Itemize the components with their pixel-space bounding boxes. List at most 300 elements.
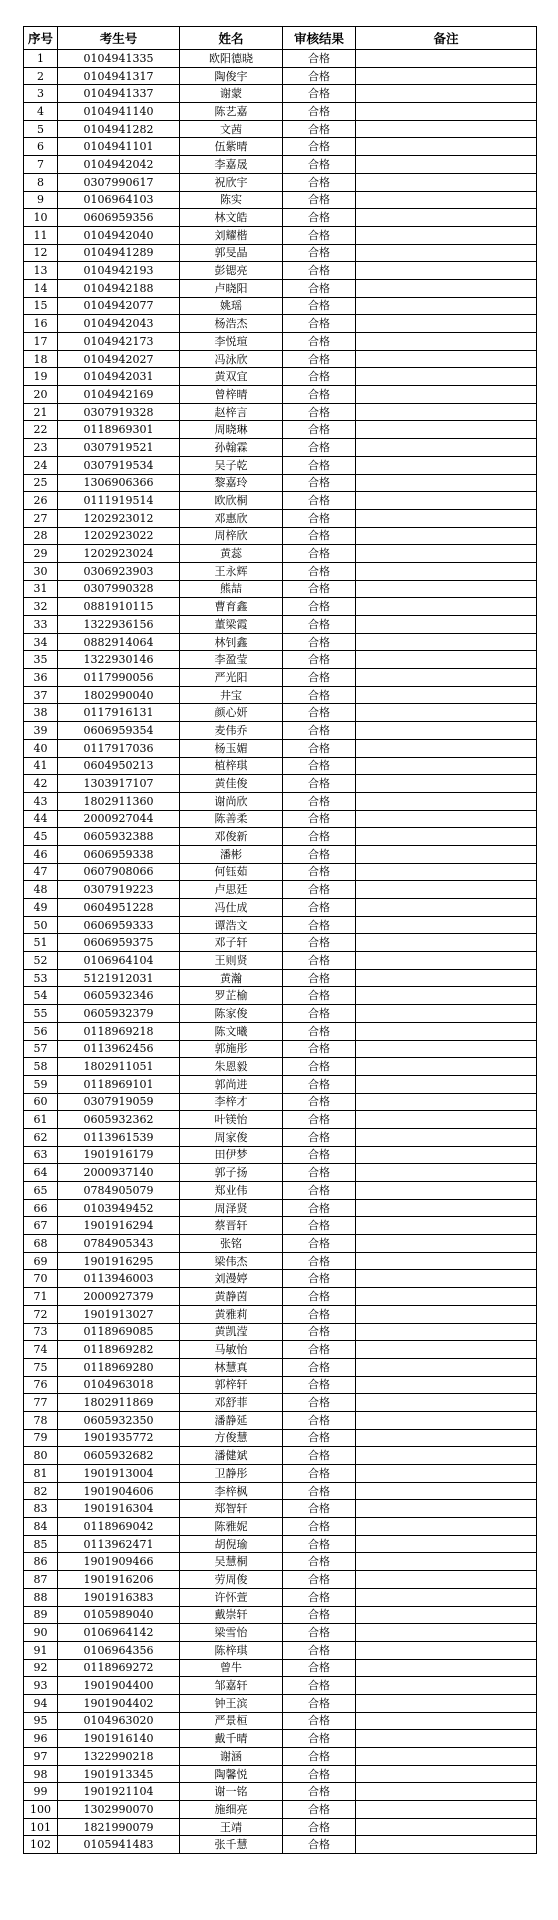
cell-exam-number: 1202923022: [58, 527, 180, 545]
table-row: [24, 1022, 537, 1040]
cell-name: 郑业伟: [180, 1182, 283, 1200]
table-row: [24, 1641, 537, 1659]
cell-exam-number: 0606959333: [58, 916, 180, 934]
cell-name: 颜心妍: [180, 704, 283, 722]
cell-seq: 12: [24, 244, 58, 262]
table-row: [24, 1164, 537, 1182]
cell-seq: 57: [24, 1040, 58, 1058]
table-row: [24, 138, 537, 156]
cell-remarks: [356, 1305, 537, 1323]
cell-seq: 66: [24, 1199, 58, 1217]
table-row: [24, 509, 537, 527]
cell-seq: 52: [24, 952, 58, 970]
cell-exam-number: 0307919521: [58, 439, 180, 457]
cell-review-result: 合格: [283, 845, 356, 863]
cell-seq: 2: [24, 67, 58, 85]
table-row: [24, 1518, 537, 1536]
table-row: [24, 916, 537, 934]
cell-review-result: 合格: [283, 775, 356, 793]
table-row: [24, 1075, 537, 1093]
cell-exam-number: 1802911360: [58, 792, 180, 810]
cell-remarks: [356, 704, 537, 722]
cell-review-result: 合格: [283, 50, 356, 68]
cell-name: 冯泳欣: [180, 350, 283, 368]
cell-review-result: 合格: [283, 1801, 356, 1819]
cell-name: 潘静延: [180, 1411, 283, 1429]
table-row: [24, 439, 537, 457]
cell-exam-number: 0113961539: [58, 1128, 180, 1146]
cell-review-result: 合格: [283, 244, 356, 262]
cell-seq: 53: [24, 969, 58, 987]
cell-review-result: 合格: [283, 1836, 356, 1854]
cell-review-result: 合格: [283, 421, 356, 439]
table-row: [24, 775, 537, 793]
cell-review-result: 合格: [283, 1093, 356, 1111]
cell-remarks: [356, 810, 537, 828]
cell-remarks: [356, 1093, 537, 1111]
cell-remarks: [356, 1694, 537, 1712]
cell-review-result: 合格: [283, 1588, 356, 1606]
cell-review-result: 合格: [283, 156, 356, 174]
cell-seq: 88: [24, 1588, 58, 1606]
table-row: [24, 67, 537, 85]
table-row: [24, 987, 537, 1005]
cell-seq: 30: [24, 562, 58, 580]
cell-remarks: [356, 1465, 537, 1483]
cell-remarks: [356, 1164, 537, 1182]
cell-name: 彭锶亮: [180, 262, 283, 280]
cell-exam-number: 0104942173: [58, 333, 180, 351]
cell-exam-number: 1901916295: [58, 1252, 180, 1270]
cell-exam-number: 2000927044: [58, 810, 180, 828]
cell-review-result: 合格: [283, 580, 356, 598]
table-header-row: [24, 27, 537, 50]
cell-review-result: 合格: [283, 509, 356, 527]
cell-remarks: [356, 1429, 537, 1447]
cell-exam-number: 1901916206: [58, 1571, 180, 1589]
table-row: [24, 562, 537, 580]
cell-remarks: [356, 1748, 537, 1766]
cell-review-result: 合格: [283, 1500, 356, 1518]
cell-exam-number: 0104963018: [58, 1376, 180, 1394]
cell-exam-number: 0606959354: [58, 722, 180, 740]
cell-exam-number: 0104942027: [58, 350, 180, 368]
cell-seq: 92: [24, 1659, 58, 1677]
cell-remarks: [356, 50, 537, 68]
cell-review-result: 合格: [283, 403, 356, 421]
cell-seq: 27: [24, 509, 58, 527]
cell-seq: 90: [24, 1624, 58, 1642]
cell-exam-number: 0104941317: [58, 67, 180, 85]
cell-remarks: [356, 580, 537, 598]
cell-seq: 87: [24, 1571, 58, 1589]
cell-seq: 97: [24, 1748, 58, 1766]
cell-name: 朱恩毅: [180, 1058, 283, 1076]
cell-remarks: [356, 1040, 537, 1058]
cell-seq: 95: [24, 1712, 58, 1730]
table-row: [24, 1411, 537, 1429]
cell-review-result: 合格: [283, 1164, 356, 1182]
cell-remarks: [356, 173, 537, 191]
table-row: [24, 704, 537, 722]
cell-exam-number: 0103949452: [58, 1199, 180, 1217]
cell-name: 罗芷榆: [180, 987, 283, 1005]
cell-exam-number: 0307990617: [58, 173, 180, 191]
cell-name: 周家俊: [180, 1128, 283, 1146]
table-row: [24, 1252, 537, 1270]
cell-remarks: [356, 669, 537, 687]
cell-remarks: [356, 1641, 537, 1659]
table-row: [24, 810, 537, 828]
cell-name: 陈雅妮: [180, 1518, 283, 1536]
cell-name: 邓俊新: [180, 828, 283, 846]
table-row: [24, 1783, 537, 1801]
cell-remarks: [356, 156, 537, 174]
cell-name: 欧阳德晓: [180, 50, 283, 68]
cell-seq: 41: [24, 757, 58, 775]
cell-exam-number: 1901916383: [58, 1588, 180, 1606]
cell-exam-number: 0605932346: [58, 987, 180, 1005]
table-row: [24, 881, 537, 899]
cell-name: 陶俊宇: [180, 67, 283, 85]
table-row: [24, 952, 537, 970]
cell-remarks: [356, 1341, 537, 1359]
cell-remarks: [356, 722, 537, 740]
cell-remarks: [356, 757, 537, 775]
review-results-table: [23, 26, 537, 1854]
cell-review-result: 合格: [283, 810, 356, 828]
cell-name: 刘耀楷: [180, 226, 283, 244]
cell-seq: 83: [24, 1500, 58, 1518]
cell-exam-number: 0117916131: [58, 704, 180, 722]
table-row: [24, 1146, 537, 1164]
header-review-result: 审核结果: [283, 27, 356, 50]
cell-review-result: 合格: [283, 527, 356, 545]
cell-review-result: 合格: [283, 350, 356, 368]
cell-review-result: 合格: [283, 1235, 356, 1253]
cell-name: 黄静茵: [180, 1288, 283, 1306]
cell-review-result: 合格: [283, 881, 356, 899]
cell-review-result: 合格: [283, 1305, 356, 1323]
cell-name: 杨玉媚: [180, 739, 283, 757]
cell-remarks: [356, 1765, 537, 1783]
cell-exam-number: 0104942042: [58, 156, 180, 174]
cell-review-result: 合格: [283, 686, 356, 704]
cell-remarks: [356, 1358, 537, 1376]
cell-name: 文茜: [180, 120, 283, 138]
header-name: 姓名: [180, 27, 283, 50]
cell-exam-number: 1901916294: [58, 1217, 180, 1235]
cell-name: 杨浩杰: [180, 315, 283, 333]
cell-name: 吴子乾: [180, 456, 283, 474]
cell-exam-number: 0605932350: [58, 1411, 180, 1429]
cell-name: 卢思廷: [180, 881, 283, 899]
cell-seq: 89: [24, 1606, 58, 1624]
cell-seq: 62: [24, 1128, 58, 1146]
cell-review-result: 合格: [283, 1128, 356, 1146]
cell-seq: 69: [24, 1252, 58, 1270]
cell-review-result: 合格: [283, 1694, 356, 1712]
cell-name: 邓子轩: [180, 934, 283, 952]
cell-review-result: 合格: [283, 863, 356, 881]
cell-seq: 75: [24, 1358, 58, 1376]
table-row: [24, 1323, 537, 1341]
cell-seq: 25: [24, 474, 58, 492]
cell-name: 王永辉: [180, 562, 283, 580]
cell-seq: 99: [24, 1783, 58, 1801]
cell-exam-number: 1306906366: [58, 474, 180, 492]
cell-exam-number: 1802911869: [58, 1394, 180, 1412]
cell-name: 谢蒙: [180, 85, 283, 103]
cell-review-result: 合格: [283, 368, 356, 386]
cell-seq: 73: [24, 1323, 58, 1341]
cell-remarks: [356, 1199, 537, 1217]
cell-review-result: 合格: [283, 792, 356, 810]
table-row: [24, 792, 537, 810]
cell-remarks: [356, 1288, 537, 1306]
cell-remarks: [356, 1058, 537, 1076]
cell-seq: 98: [24, 1765, 58, 1783]
cell-name: 谢一铭: [180, 1783, 283, 1801]
cell-review-result: 合格: [283, 439, 356, 457]
cell-seq: 35: [24, 651, 58, 669]
cell-seq: 61: [24, 1111, 58, 1129]
cell-seq: 68: [24, 1235, 58, 1253]
cell-exam-number: 0118969085: [58, 1323, 180, 1341]
table-row: [24, 969, 537, 987]
cell-seq: 3: [24, 85, 58, 103]
cell-name: 许怀萱: [180, 1588, 283, 1606]
cell-remarks: [356, 474, 537, 492]
cell-name: 陈家俊: [180, 1005, 283, 1023]
cell-name: 李梓才: [180, 1093, 283, 1111]
table-row: [24, 1553, 537, 1571]
cell-seq: 102: [24, 1836, 58, 1854]
table-row: [24, 1659, 537, 1677]
cell-seq: 94: [24, 1694, 58, 1712]
cell-seq: 100: [24, 1801, 58, 1819]
table-row: [24, 474, 537, 492]
cell-name: 陶馨悦: [180, 1765, 283, 1783]
cell-remarks: [356, 1252, 537, 1270]
cell-seq: 17: [24, 333, 58, 351]
table-row: [24, 1694, 537, 1712]
table-row: [24, 1465, 537, 1483]
table-row: [24, 1005, 537, 1023]
table-row: [24, 580, 537, 598]
table-row: [24, 1624, 537, 1642]
cell-remarks: [356, 1535, 537, 1553]
cell-exam-number: 0113962456: [58, 1040, 180, 1058]
table-row: [24, 403, 537, 421]
cell-review-result: 合格: [283, 120, 356, 138]
cell-name: 李梓枫: [180, 1482, 283, 1500]
table-row: [24, 828, 537, 846]
cell-review-result: 合格: [283, 279, 356, 297]
table-row: [24, 1235, 537, 1253]
cell-exam-number: 1821990079: [58, 1818, 180, 1836]
table-row: [24, 103, 537, 121]
cell-remarks: [356, 209, 537, 227]
cell-remarks: [356, 1182, 537, 1200]
table-row: [24, 1270, 537, 1288]
cell-name: 梁伟杰: [180, 1252, 283, 1270]
cell-exam-number: 0307919223: [58, 881, 180, 899]
cell-name: 熊喆: [180, 580, 283, 598]
table-row: [24, 1748, 537, 1766]
cell-seq: 34: [24, 633, 58, 651]
cell-remarks: [356, 845, 537, 863]
cell-remarks: [356, 1376, 537, 1394]
cell-remarks: [356, 1235, 537, 1253]
cell-name: 张铭: [180, 1235, 283, 1253]
cell-review-result: 合格: [283, 474, 356, 492]
table-row: [24, 1606, 537, 1624]
cell-exam-number: 1202923012: [58, 509, 180, 527]
cell-name: 李悦瑄: [180, 333, 283, 351]
cell-name: 邹嘉轩: [180, 1677, 283, 1695]
cell-review-result: 合格: [283, 1765, 356, 1783]
cell-seq: 64: [24, 1164, 58, 1182]
table-row: [24, 1571, 537, 1589]
table-row: [24, 934, 537, 952]
cell-name: 黄双宜: [180, 368, 283, 386]
cell-name: 邓舒菲: [180, 1394, 283, 1412]
cell-seq: 71: [24, 1288, 58, 1306]
cell-remarks: [356, 492, 537, 510]
cell-seq: 9: [24, 191, 58, 209]
cell-exam-number: 0606959338: [58, 845, 180, 863]
cell-review-result: 合格: [283, 191, 356, 209]
cell-name: 谢涵: [180, 1748, 283, 1766]
cell-name: 陈善柔: [180, 810, 283, 828]
cell-exam-number: 1322990218: [58, 1748, 180, 1766]
table-row: [24, 1199, 537, 1217]
cell-exam-number: 1901913027: [58, 1305, 180, 1323]
cell-exam-number: 0106964356: [58, 1641, 180, 1659]
cell-seq: 85: [24, 1535, 58, 1553]
table-row: [24, 739, 537, 757]
cell-seq: 4: [24, 103, 58, 121]
cell-seq: 21: [24, 403, 58, 421]
cell-review-result: 合格: [283, 297, 356, 315]
cell-name: 郭旻晶: [180, 244, 283, 262]
cell-name: 麦伟乔: [180, 722, 283, 740]
table-row: [24, 456, 537, 474]
cell-exam-number: 0607908066: [58, 863, 180, 881]
table-row: [24, 1765, 537, 1783]
cell-remarks: [356, 1146, 537, 1164]
cell-review-result: 合格: [283, 669, 356, 687]
cell-exam-number: 0605932682: [58, 1447, 180, 1465]
cell-name: 曾梓晴: [180, 386, 283, 404]
cell-review-result: 合格: [283, 85, 356, 103]
cell-review-result: 合格: [283, 1712, 356, 1730]
cell-name: 邓惠欣: [180, 509, 283, 527]
cell-seq: 28: [24, 527, 58, 545]
cell-seq: 6: [24, 138, 58, 156]
table-row: [24, 633, 537, 651]
cell-seq: 39: [24, 722, 58, 740]
cell-remarks: [356, 509, 537, 527]
cell-review-result: 合格: [283, 315, 356, 333]
cell-seq: 11: [24, 226, 58, 244]
cell-remarks: [356, 1447, 537, 1465]
cell-exam-number: 0605932379: [58, 1005, 180, 1023]
cell-seq: 31: [24, 580, 58, 598]
cell-remarks: [356, 792, 537, 810]
cell-seq: 16: [24, 315, 58, 333]
cell-name: 戴千晴: [180, 1730, 283, 1748]
cell-review-result: 合格: [283, 138, 356, 156]
cell-name: 曾牛: [180, 1659, 283, 1677]
cell-review-result: 合格: [283, 633, 356, 651]
cell-exam-number: 1322936156: [58, 616, 180, 634]
cell-name: 严光阳: [180, 669, 283, 687]
cell-seq: 86: [24, 1553, 58, 1571]
cell-exam-number: 0105989040: [58, 1606, 180, 1624]
cell-name: 陈梓琪: [180, 1641, 283, 1659]
cell-remarks: [356, 1217, 537, 1235]
cell-review-result: 合格: [283, 1624, 356, 1642]
cell-seq: 23: [24, 439, 58, 457]
cell-remarks: [356, 633, 537, 651]
cell-seq: 32: [24, 598, 58, 616]
table-body: [24, 50, 537, 1854]
cell-review-result: 合格: [283, 545, 356, 563]
cell-review-result: 合格: [283, 616, 356, 634]
cell-review-result: 合格: [283, 1641, 356, 1659]
cell-seq: 33: [24, 616, 58, 634]
cell-name: 王则贤: [180, 952, 283, 970]
cell-seq: 36: [24, 669, 58, 687]
cell-seq: 65: [24, 1182, 58, 1200]
cell-seq: 43: [24, 792, 58, 810]
cell-review-result: 合格: [283, 1323, 356, 1341]
cell-exam-number: 0105941483: [58, 1836, 180, 1854]
cell-exam-number: 0118969282: [58, 1341, 180, 1359]
cell-exam-number: 0106964142: [58, 1624, 180, 1642]
cell-review-result: 合格: [283, 1659, 356, 1677]
cell-remarks: [356, 103, 537, 121]
cell-exam-number: 1901904402: [58, 1694, 180, 1712]
cell-name: 林慧真: [180, 1358, 283, 1376]
cell-exam-number: 0604950213: [58, 757, 180, 775]
table-row: [24, 1093, 537, 1111]
table-row: [24, 1305, 537, 1323]
cell-seq: 56: [24, 1022, 58, 1040]
cell-name: 何钰茹: [180, 863, 283, 881]
cell-exam-number: 0881910115: [58, 598, 180, 616]
cell-remarks: [356, 1677, 537, 1695]
cell-seq: 47: [24, 863, 58, 881]
cell-name: 陈实: [180, 191, 283, 209]
cell-review-result: 合格: [283, 1677, 356, 1695]
cell-remarks: [356, 863, 537, 881]
table-row: [24, 1394, 537, 1412]
cell-seq: 42: [24, 775, 58, 793]
cell-seq: 58: [24, 1058, 58, 1076]
table-row: [24, 244, 537, 262]
cell-exam-number: 0307990328: [58, 580, 180, 598]
cell-exam-number: 1901909466: [58, 1553, 180, 1571]
cell-exam-number: 0604951228: [58, 899, 180, 917]
cell-seq: 44: [24, 810, 58, 828]
cell-remarks: [356, 1022, 537, 1040]
cell-seq: 82: [24, 1482, 58, 1500]
cell-name: 姚瑶: [180, 297, 283, 315]
cell-seq: 20: [24, 386, 58, 404]
